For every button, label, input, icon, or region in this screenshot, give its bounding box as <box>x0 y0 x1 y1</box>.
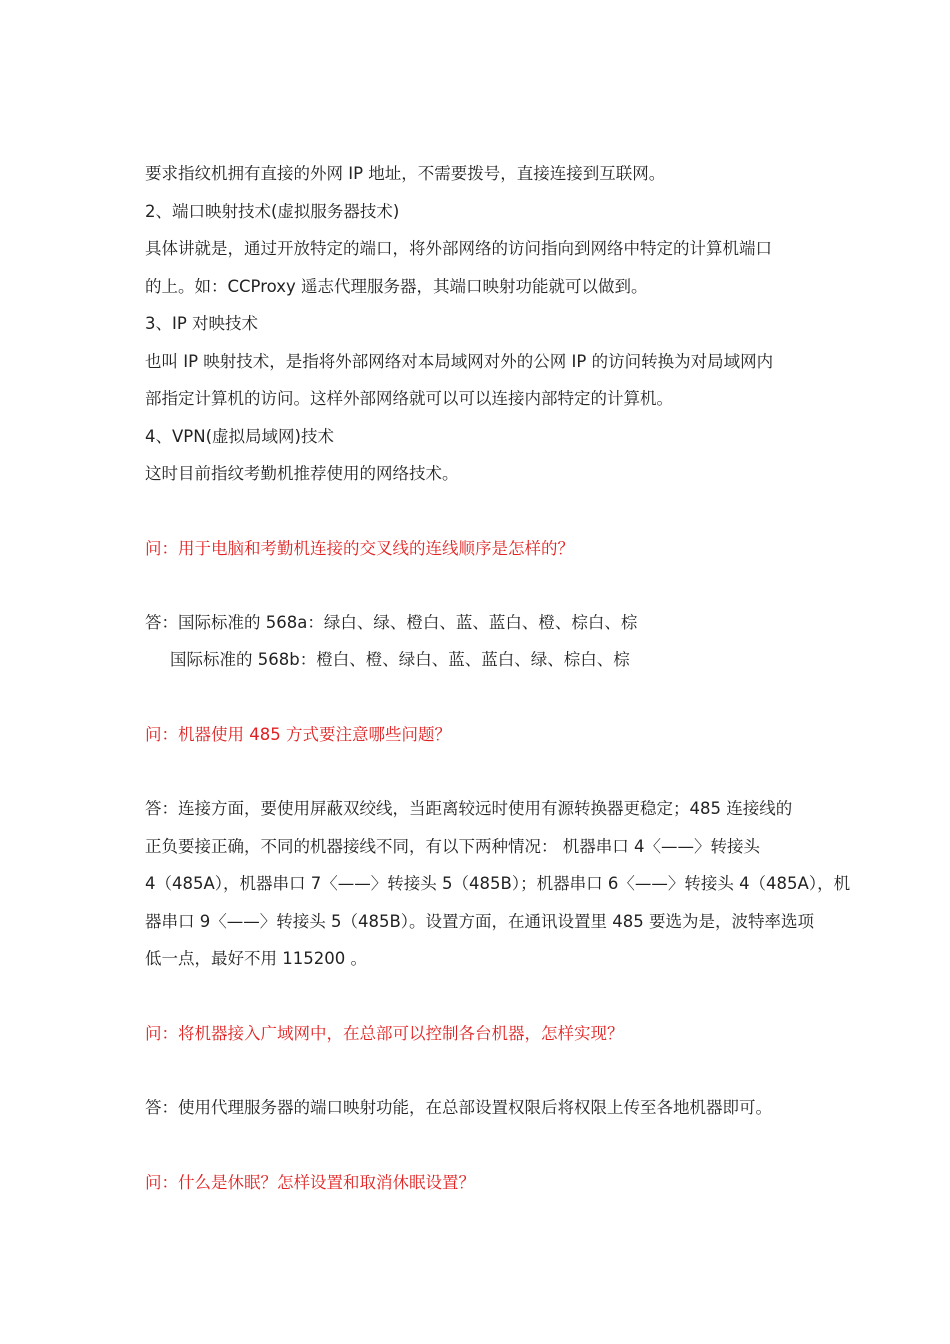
paragraph-line: 要求指纹机拥有直接的外网 IP 地址，不需要拨号，直接连接到互联网。 <box>145 164 666 183</box>
question-heading: 问：用于电脑和考勤机连接的交叉线的连线顺序是怎样的？ <box>145 539 574 558</box>
answer-line: 正负要接正确，不同的机器接线不同，有以下两种情况： 机器串口 4〈——〉转接头 <box>145 837 760 856</box>
answer-line: 答：连接方面，要使用屏蔽双绞线，当距离较远时使用有源转换器更稳定；485 连接线的 <box>145 799 793 818</box>
question-heading: 问：什么是休眠？怎样设置和取消休眠设置？ <box>145 1173 475 1192</box>
section-heading: 2、端口映射技术(虚拟服务器技术) <box>145 202 400 221</box>
paragraph-line: 部指定计算机的访问。这样外部网络就可以可以连接内部特定的计算机。 <box>145 389 673 408</box>
answer-line: 器串口 9〈——〉转接头 5（485B）。设置方面，在通讯设置里 485 要选为是，波特率选项 <box>145 912 815 931</box>
answer-line: 4（485A），机器串口 7〈——〉转接头 5（485B）；机器串口 6〈——〉转接头 4（485A），机 <box>145 874 851 893</box>
paragraph-line: 这时目前指纹考勤机推荐使用的网络技术。 <box>145 464 459 483</box>
answer-line: 答：国际标准的 568a：绿白、绿、橙白、蓝、蓝白、橙、棕白、棕 <box>145 613 638 632</box>
answer-line: 国际标准的 568b：橙白、橙、绿白、蓝、蓝白、绿、棕白、棕 <box>170 650 630 669</box>
question-heading: 问：将机器接入广域网中，在总部可以控制各台机器，怎样实现？ <box>145 1024 624 1043</box>
paragraph-line: 的上。如：CCProxy 遥志代理服务器，其端口映射功能就可以做到。 <box>145 277 648 296</box>
question-heading: 问：机器使用 485 方式要注意哪些问题？ <box>145 725 451 744</box>
paragraph-line: 具体讲就是，通过开放特定的端口，将外部网络的访问指向到网络中特定的计算机端口 <box>145 239 772 258</box>
answer-line: 低一点，最好不用 115200 。 <box>145 949 367 968</box>
answer-line: 答：使用代理服务器的端口映射功能，在总部设置权限后将权限上传至各地机器即可。 <box>145 1098 772 1117</box>
section-heading: 4、VPN(虚拟局域网)技术 <box>145 427 334 446</box>
section-heading: 3、IP 对映技术 <box>145 314 259 333</box>
paragraph-line: 也叫 IP 映射技术，是指将外部网络对本局域网对外的公网 IP 的访问转换为对局域网内 <box>145 352 774 371</box>
